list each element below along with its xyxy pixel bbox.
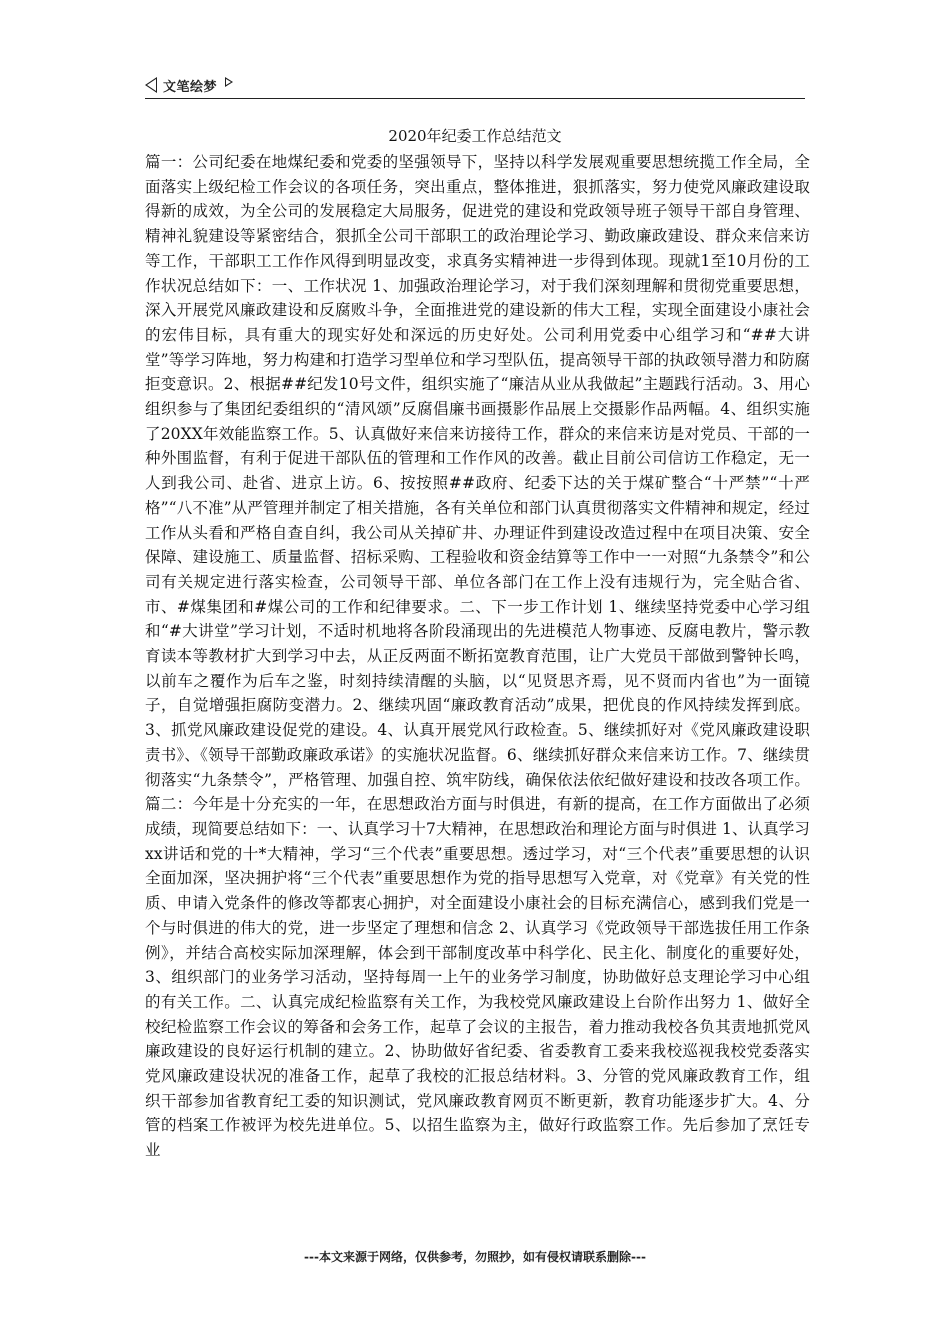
triangle-left-icon — [145, 77, 157, 93]
page-header — [145, 72, 805, 98]
header-brand: 文笔绘梦 — [163, 79, 218, 95]
triangle-right-icon — [225, 77, 233, 87]
document-body: 篇一：公司纪委在地煤纪委和党委的坚强领导下，坚持以科学发展观重要思想统揽工作全局，全面落实上级纪检工作会议的各项任务，突出重点，整体推进，狠抓落实，努力使党风廉政建设取得新的成效，为全公司的发展稳定大局服务，促进党的建设和党政领导班子领导干部自身管理、精神礼貌建设等紧密结合，狠抓全公司干部职工的政治理论学习、勤政廉政建设、群众来信来访等工作，干部职工工作作风得到明显改变，求真务实精神进一步得到体现。现就1至10月份的工作状况总结如下：一、工作状况 1、加强政治理论学习，对于我们深刻理解和贯彻党重要思想，深入开展党风廉政建设和反腐败斗争，全面推进党的建设新的伟大工程，实现全面建设小康社会的宏伟目标，具有重大的现实好处和深远的历史好处。公司利用党委中心组学习和“##大讲堂”等学习阵地，努力构建和打造学习型单位和学习型队伍，提高领导干部的执政领导潜力和防腐拒变意识。2、根据##纪发10号文件，组织实施了“廉洁从业从我做起”主题践行活动。3、用心组织参与了集团纪委组织的“清风颂”反腐倡廉书画摄影作品展上交摄影作品两幅。4、组织实施了20XX年效能监察工作。5、认真做好来信来访接待工作，群众的来信来访是对党员、干部的一种外围监督，有利于促进干部队伍的管理和工作作风的改善。截止目前公司信访工作稳定，无一人到我公司、赴省、进京上访。6、按按照##政府、纪委下达的关于煤矿整合“十严禁”“十严格”“八不准”从严管理并制定了相关措施，各有关单位和部门认真贯彻落实文件精神和规定，经过工作从头看和严格自查自纠，我公司从关掉矿井、办理证件到建设改造过程中在项目决策、安全保障、建设施工、质量监督、招标采购、工程验收和资金结算等工作中一一对照“九条禁令”和公司有关规定进行落实检查，公司领导干部、单位各部门在工作上没有违规行为，完全贴合省、市、#煤集团和#煤公司的工作和纪律要求。二、下一步工作计划 1、继续坚持党委中心学习组和“#大讲堂”学习计划，不适时机地将各阶段涌现出的先进模范人物事迹、反腐电教片，警示教育读本等教材扩大到学习中去，从正反两面不断拓宽教育范围，让广大党员干部做到警钟长鸣，以前车之覆作为后车之鉴，时刻持续清醒的头脑，以“见贤思齐焉，见不贤而内省也”为一面镜子，自觉增强拒腐防变潜力。2、继续巩固“廉政教育活动”成果，把优良的作风持续发挥到底。3、抓党风廉政建设促党的建设。4、认真开展党风行政检查。5、继续抓好对《党风廉政建设职责书》、《领导干部勤政廉政承诺》的实施状况监督。6、继续抓好群众来信来访工作。7、继续贯彻落实“九条禁令”，严格管理、加强自控、筑牢防线，确保依法依纪做好建设和技改各项工作。篇二：今年是十分充实的一年，在思想政治方面与时俱进，有新的提高，在工作方面做出了必须成绩，现简要总结如下：一、认真学习十7大精神，在思想政治和理论方面与时俱进 1、认真学习xx讲话和党的十*大精神，学习“三个代表”重要思想。透过学习，对“三个代表”重要思想的认识全面加深，坚决拥护将“三个代表”重要思想作为党的指导思想写入党章，对《党章》有关党的性质、申请入党条件的修改等都衷心拥护，对全面建设小康社会的目标充满信心，感到我们党是一个与时俱进的伟大的党，进一步坚定了理想和信念 2、认真学习《党政领导干部选拔任用工作条例》，并结合高校实际加深理解，体会到干部制度改革中科学化、民主化、制度化的重要好处，3、组织部门的业务学习活动，坚持每周一上午的业务学习制度，协助做好总支理论学习中心组的有关工作。二、认真完成纪检监察有关工作，为我校党风廉政建设上台阶作出努力 1、做好全校纪检监察工作会议的筹备和会务工作，起草了会议的主报告，着力推动我校各负其责地抓党风廉政建设的良好运行机制的建立。2、协助做好省纪委、省委教育工委来我校巡视我校党委落实党风廉政建设状况的准备工作，起草了我校的汇报总结材料。3、分管的党风廉政教育工作，组织干部参加省教育纪工委的知识测试，党风廉政教育网页不断更新，教育功能逐步扩大。4、分管的档案工作被评为校先进单位。5、以招生监察为主，做好行政监察工作。先后参加了烹饪专业 — [145, 153, 810, 1160]
footer-notice: ---本文来源于网络，仅供参考，勿照抄，如有侵权请联系删除--- — [304, 1250, 646, 1264]
document-title: 2020年纪委工作总结范文 — [388, 127, 562, 145]
header-divider — [145, 98, 805, 99]
